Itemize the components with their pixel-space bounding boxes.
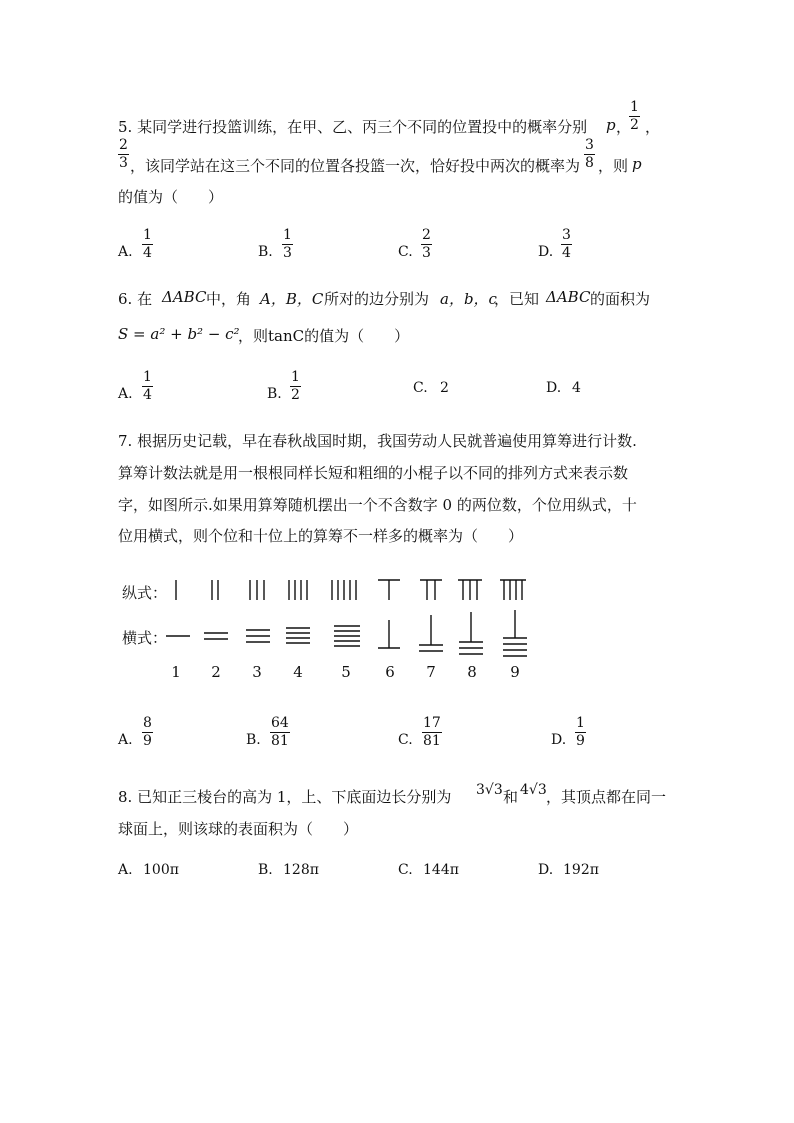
q6-option-b: 1 2: [291, 369, 300, 403]
q6-option-d: 4: [572, 380, 581, 396]
q5-option-b-label: B.: [258, 244, 273, 260]
q7-option-b: 64 81: [271, 715, 289, 749]
q6-area-formula: S = a² + b² − c²: [118, 325, 240, 343]
q5-comma: ，: [616, 118, 632, 136]
q7-option-d: 1 9: [576, 715, 585, 749]
digit-label: 6: [385, 663, 395, 681]
q5-line2: ，该同学站在这三个不同的位置各投篮一次，恰好投中两次的概率为: [130, 157, 581, 175]
q6-line2: ，则tanC的值为（ ）: [238, 327, 410, 345]
q6-sides: a，b，c: [440, 290, 497, 308]
q5-option-c: 2 3: [422, 227, 431, 261]
digit-label: 5: [341, 663, 351, 681]
q5-option-a: 1 4: [143, 227, 152, 261]
q5-option-c-label: C.: [398, 244, 413, 260]
q5-option-d: 3 4: [562, 227, 571, 261]
digit-label: 8: [467, 663, 477, 681]
q8-option-a: 100π: [143, 862, 179, 878]
q5-option-d-label: D.: [538, 244, 554, 260]
q6-option-a: 1 4: [143, 369, 152, 403]
digit-label: 3: [252, 663, 262, 681]
digit-label: 2: [211, 663, 221, 681]
q8-option-d: 192π: [563, 862, 599, 878]
q5-line1: 5. 某同学进行投篮训练，在甲、乙、丙三个不同的位置投中的概率分别: [118, 118, 588, 136]
digit-label: 4: [293, 663, 303, 681]
q8-lower-edge: 4√3: [520, 782, 547, 798]
q7-option-a: 8 9: [143, 715, 152, 749]
q6-option-c: 2: [440, 380, 449, 396]
q8-upper-edge: 3√3: [476, 782, 503, 798]
q5-var-p: p: [606, 116, 616, 134]
digit-label: 9: [510, 663, 520, 681]
q7-option-c: 17 81: [423, 715, 441, 749]
vertical-form-label: 纵式：: [122, 584, 168, 602]
horizontal-form-label: 横式：: [122, 629, 168, 647]
digit-label: 1: [171, 663, 181, 681]
q8-option-b: 128π: [283, 862, 319, 878]
q6-angles: A，B，C: [260, 290, 324, 308]
page: 5. 某同学进行投篮训练，在甲、乙、丙三个不同的位置投中的概率分别 p ， 1 2 ， 2 3 ，该同学站在这三个不同的位置各投篮一次，恰好投中两次的概率为 3 8 ，则 p 的值为（ ） A. 1 4 B. 1 3 C. 2 3 D. 3 4 6. 在 ΔABC 中，角 A，B，C 所对的边分别为 a，b，c ，已知 ΔABC 的面积为 S = a² + b² − c² ，则tanC的值为（ ） A. 1 4 B. 1 2 C. 2 D. 4 7. 根据历史记载，早在春秋战国时期，我国劳动人民就普遍使用算筹进行计数. 算筹计数法就是用一根根同样长短和粗细的小棍子以不同的排列方式来表示数 字，如图所示.如果用算筹随机摆出一个不含数字 0 的两位数，个位用纵式，十 位用横式，则个位和十位上的算筹不一样多的概率为（ ） 纵式： 横式： 1 2 3 4 5 6 7 8 9 A. 8 9 B. 64 81 C. 17 81 D. 1 9 8. 已知正三棱台的高为 1，上、下底面边长分别为 3√3 和 4√3 ，其顶点都在同一 球面上，则该球的表面积为（ ） A. 100π B. 128π C. 144π D. 192π: [0, 0, 794, 1123]
q6-triangle-2: ΔABC: [546, 288, 591, 306]
q5-line3: 的值为（ ）: [118, 188, 224, 206]
q5-fraction-3-8: 3 8: [585, 137, 594, 171]
digit-label: 7: [426, 663, 436, 681]
q5-fraction-2-3: 2 3: [119, 137, 128, 171]
q6-triangle: ΔABC: [162, 288, 207, 306]
q5-option-b: 1 3: [283, 227, 292, 261]
q5-option-a-label: A.: [118, 244, 133, 260]
q5-fraction-1-2: 1 2: [630, 99, 639, 133]
q8-option-c: 144π: [423, 862, 459, 878]
